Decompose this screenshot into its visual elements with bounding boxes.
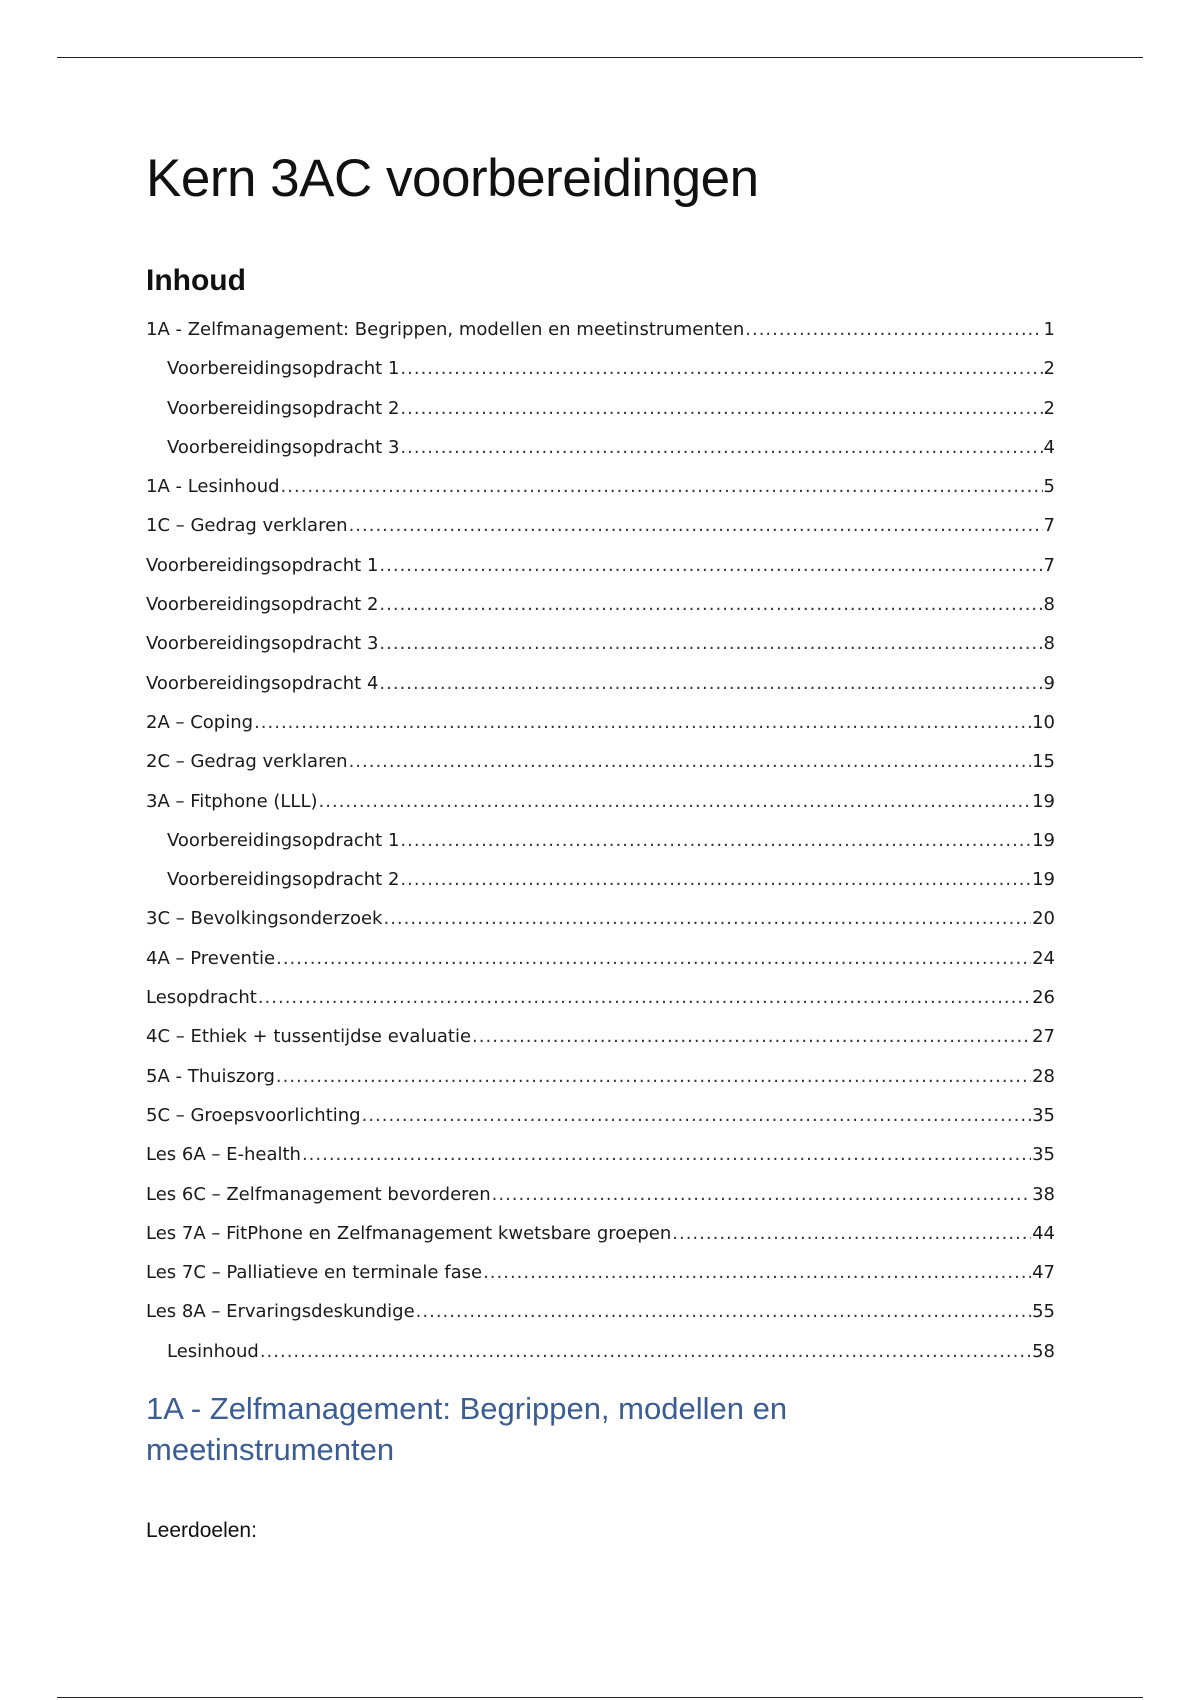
toc-entry[interactable] bbox=[146, 907, 1055, 946]
toc-entry-page: 9 bbox=[1043, 672, 1055, 694]
toc-entry-label: Voorbereidingsopdracht 2 bbox=[146, 594, 379, 616]
toc-entry-label: 2C – Gedrag verklaren bbox=[146, 751, 348, 773]
toc-entry-page: 35 bbox=[1032, 1144, 1055, 1166]
toc-entry[interactable] bbox=[146, 986, 1055, 1025]
toc-entry-label: Voorbereidingsopdracht 4 bbox=[146, 672, 379, 694]
toc-entry-page: 58 bbox=[1032, 1340, 1055, 1362]
toc-entry[interactable] bbox=[146, 868, 1055, 907]
toc-entry-page: 8 bbox=[1043, 594, 1055, 616]
section-heading: 1A - Zelfmanagement: Begrippen, modellen en meetinstrumenten bbox=[146, 1391, 788, 1467]
toc-entry[interactable] bbox=[146, 1104, 1055, 1143]
toc-entry-page: 47 bbox=[1032, 1262, 1055, 1284]
toc-entry[interactable] bbox=[146, 1261, 1055, 1300]
toc-entry-label: Les 8A – Ervaringsdeskundige bbox=[146, 1301, 415, 1323]
toc-entry-page: 19 bbox=[1032, 869, 1055, 891]
toc-entry-page: 2 bbox=[1043, 397, 1055, 419]
toc-entry[interactable] bbox=[146, 593, 1055, 632]
toc-entry[interactable] bbox=[146, 318, 1055, 357]
toc-leader-dots bbox=[379, 554, 1042, 578]
toc-leader-dots bbox=[276, 947, 1031, 971]
toc-entry-page: 5 bbox=[1043, 476, 1055, 498]
toc-leader-dots bbox=[492, 1183, 1031, 1207]
toc-entry-label: Voorbereidingsopdracht 2 bbox=[167, 397, 400, 419]
toc-entry-label: 1A - Zelfmanagement: Begrippen, modellen en meetinstrumenten bbox=[146, 319, 745, 340]
toc-entry[interactable] bbox=[146, 829, 1055, 868]
toc-entry-page: 2 bbox=[1043, 358, 1055, 380]
toc-leader-dots bbox=[254, 711, 1031, 735]
toc-entry-label: Voorbereidingsopdracht 3 bbox=[146, 633, 379, 655]
toc-entry-label: 1C – Gedrag verklaren bbox=[146, 515, 348, 537]
toc-entry[interactable] bbox=[146, 632, 1055, 671]
toc-entry-label: 5C – Groepsvoorlichting bbox=[146, 1104, 361, 1126]
toc-entry[interactable] bbox=[146, 1183, 1055, 1222]
toc-entry-label: 2A – Coping bbox=[146, 711, 254, 733]
toc-leader-dots bbox=[379, 593, 1042, 617]
toc-entry-page: 20 bbox=[1032, 908, 1055, 930]
toc-entry[interactable] bbox=[146, 1065, 1055, 1104]
toc-entry-page: 35 bbox=[1032, 1104, 1055, 1126]
toc-entry[interactable] bbox=[146, 750, 1055, 789]
toc-entry-page: 10 bbox=[1032, 711, 1055, 733]
toc-entry[interactable] bbox=[146, 436, 1055, 475]
toc-leader-dots bbox=[349, 514, 1043, 538]
toc-entry-label: 4C – Ethiek + tussentijdse evaluatie bbox=[146, 1026, 472, 1048]
toc-entry-label: Voorbereidingsopdracht 1 bbox=[146, 554, 379, 576]
toc-entry-label: 4A – Preventie bbox=[146, 947, 276, 969]
toc-entry-label: 3A – Fitphone (LLL) bbox=[146, 790, 318, 812]
toc-heading: Inhoud bbox=[146, 264, 246, 297]
document-title: Kern 3AC voorbereidingen bbox=[146, 149, 759, 208]
toc-entry-page: 38 bbox=[1032, 1183, 1055, 1205]
toc-entry-label: Voorbereidingsopdracht 1 bbox=[167, 358, 400, 380]
toc-entry[interactable] bbox=[146, 1143, 1055, 1182]
toc-leader-dots bbox=[319, 790, 1032, 814]
toc-entry[interactable] bbox=[146, 947, 1055, 986]
toc-entry-page: 24 bbox=[1032, 947, 1055, 969]
toc-entry-page: 7 bbox=[1043, 515, 1055, 537]
toc-entry[interactable] bbox=[146, 672, 1055, 711]
toc-entry-label: 3C – Bevolkingsonderzoek bbox=[146, 908, 383, 930]
toc-entry-page: 7 bbox=[1043, 554, 1055, 576]
toc-entry-page: 1 bbox=[1043, 319, 1055, 340]
toc-leader-dots bbox=[672, 1222, 1031, 1246]
toc-entry-label: 5A - Thuiszorg bbox=[146, 1065, 275, 1087]
toc-leader-dots bbox=[276, 1065, 1031, 1089]
toc-entry-page: 55 bbox=[1032, 1301, 1055, 1323]
toc-leader-dots bbox=[400, 868, 1031, 892]
toc-leader-dots bbox=[349, 750, 1032, 774]
footer-rule bbox=[57, 1697, 1143, 1698]
toc-leader-dots bbox=[400, 397, 1042, 421]
toc-entry-page: 44 bbox=[1032, 1222, 1055, 1244]
toc-entry-label: Les 6C – Zelfmanagement bevorderen bbox=[146, 1183, 491, 1205]
toc-entry-page: 4 bbox=[1043, 436, 1055, 458]
toc-entry[interactable] bbox=[146, 514, 1055, 553]
header-rule bbox=[57, 57, 1143, 58]
toc-entry-label: Lesopdracht bbox=[146, 987, 257, 1009]
toc-leader-dots bbox=[745, 318, 1042, 342]
toc-leader-dots bbox=[400, 829, 1031, 853]
toc-leader-dots bbox=[400, 357, 1042, 381]
toc-entry-page: 15 bbox=[1032, 751, 1055, 773]
toc-entry[interactable] bbox=[146, 475, 1055, 514]
toc-leader-dots bbox=[400, 436, 1042, 460]
toc-leader-dots bbox=[260, 1340, 1031, 1364]
toc-entry[interactable] bbox=[146, 397, 1055, 436]
toc-entry-page: 19 bbox=[1032, 790, 1055, 812]
toc-entry[interactable] bbox=[146, 357, 1055, 396]
learning-goals-label: Leerdoelen: bbox=[146, 1519, 257, 1542]
toc-entry[interactable] bbox=[146, 1340, 1055, 1379]
toc-leader-dots bbox=[362, 1104, 1032, 1128]
toc-entry[interactable] bbox=[146, 554, 1055, 593]
toc-leader-dots bbox=[416, 1300, 1031, 1324]
toc-entry-label: Voorbereidingsopdracht 1 bbox=[167, 829, 400, 851]
toc-leader-dots bbox=[302, 1143, 1031, 1167]
toc-entry-page: 28 bbox=[1032, 1065, 1055, 1087]
toc-leader-dots bbox=[379, 632, 1042, 656]
toc-entry[interactable] bbox=[146, 1300, 1055, 1339]
toc-entry-label: Lesinhoud bbox=[167, 1340, 259, 1362]
toc-entry-label: Les 6A – E-health bbox=[146, 1144, 301, 1166]
toc-leader-dots bbox=[281, 475, 1043, 499]
toc-entry-label: Les 7A – FitPhone en Zelfmanagement kwetsbare groepen bbox=[146, 1222, 672, 1244]
toc-entry[interactable] bbox=[146, 1025, 1055, 1064]
toc-entry-page: 27 bbox=[1032, 1026, 1055, 1048]
toc-entry-page: 26 bbox=[1032, 987, 1055, 1009]
toc-entry-page: 8 bbox=[1043, 633, 1055, 655]
toc-entry[interactable] bbox=[146, 1222, 1055, 1261]
table-of-contents bbox=[146, 318, 1055, 1379]
toc-entry[interactable] bbox=[146, 790, 1055, 829]
toc-leader-dots bbox=[258, 986, 1031, 1010]
toc-leader-dots bbox=[379, 672, 1042, 696]
toc-entry-label: Les 7C – Palliatieve en terminale fase bbox=[146, 1262, 483, 1284]
toc-leader-dots bbox=[472, 1025, 1031, 1049]
toc-leader-dots bbox=[483, 1261, 1031, 1285]
toc-entry[interactable] bbox=[146, 711, 1055, 750]
toc-leader-dots bbox=[383, 907, 1031, 931]
toc-entry-page: 19 bbox=[1032, 829, 1055, 851]
toc-entry-label: 1A - Lesinhoud bbox=[146, 476, 280, 498]
toc-entry-label: Voorbereidingsopdracht 3 bbox=[167, 436, 400, 458]
toc-entry-label: Voorbereidingsopdracht 2 bbox=[167, 869, 400, 891]
